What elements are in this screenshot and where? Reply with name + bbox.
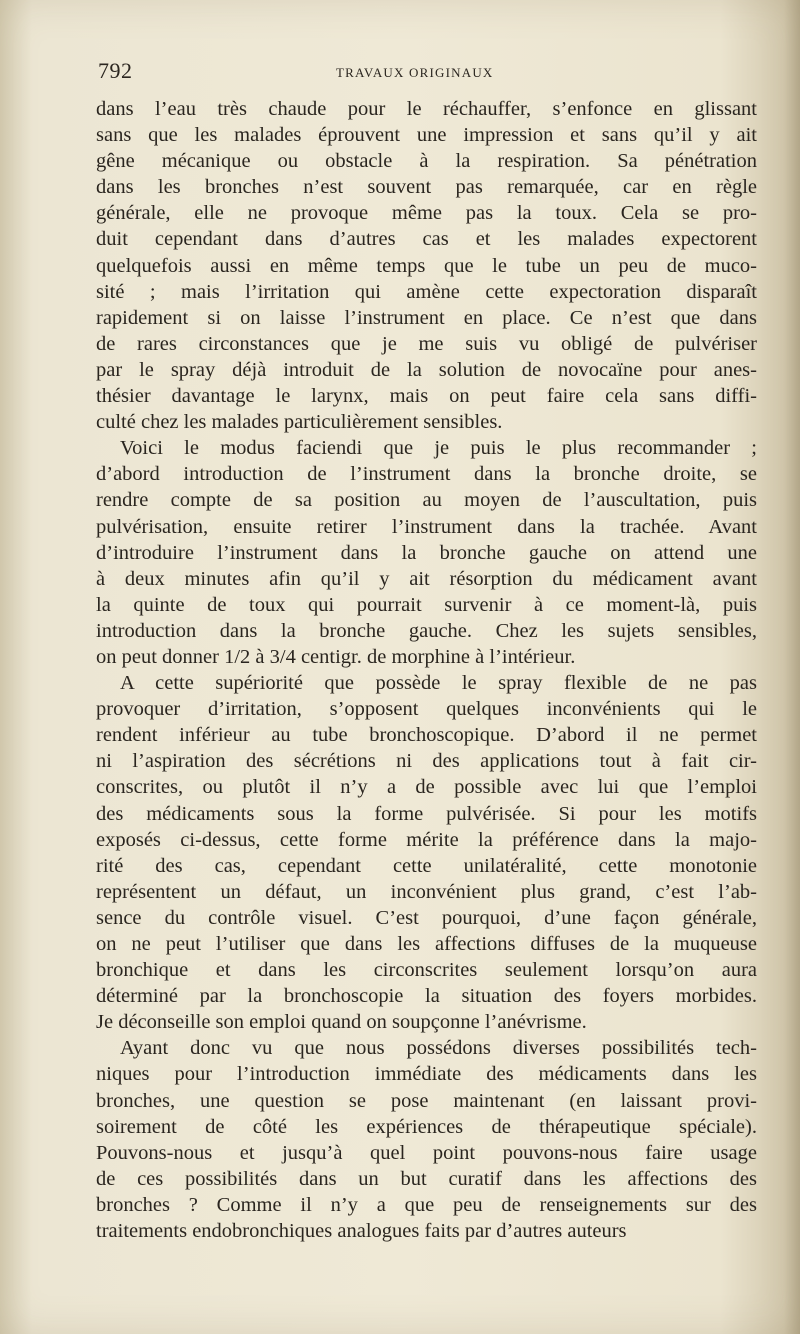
text-line: d’introduire l’instrument dans la bronche gauche on attend une: [96, 541, 757, 564]
text-line: bronches ? Comme il n’y a que peu de renseignements sur des: [96, 1193, 757, 1216]
text-line: introduction dans la bronche gauche. Chez les sujets sensibles,: [96, 619, 757, 642]
text-line: exposés ci-dessus, cette forme mérite la préférence dans la majo-: [96, 828, 757, 851]
text-line: gêne mécanique ou obstacle à la respiration. Sa pénétration: [96, 150, 757, 173]
body-text: [96, 96, 757, 1244]
text-line: on peut donner 1/2 à 3/4 centigr. de morphine à l’intérieur.: [96, 645, 576, 668]
page-header: [98, 58, 770, 88]
text-line: de rares circonstances que je me suis vu obligé de pulvériser: [96, 332, 757, 355]
paragraph: [96, 1035, 757, 1244]
text-line: générale, elle ne provoque même pas la toux. Cela se pro-: [96, 202, 757, 225]
paragraph: [96, 670, 757, 1035]
text-line: bronches, une question se pose maintenant (en laissant provi-: [96, 1089, 757, 1112]
text-line: dans l’eau très chaude pour le réchauffer, s’enfonce en glissant: [96, 98, 757, 120]
text-line: déterminé par la bronchoscopie la situation des foyers morbides.: [96, 985, 757, 1008]
text-line: sence du contrôle visuel. C’est pourquoi, d’une façon générale,: [96, 906, 757, 929]
text-line: soirement de côté les expériences de thérapeutique spéciale).: [96, 1115, 757, 1138]
text-line: la quinte de toux qui pourrait survenir à ce moment-là, puis: [96, 593, 757, 616]
text-line: rendre compte de sa position au moyen de l’auscultation, puis: [96, 489, 757, 512]
text-line: rapidement si on laisse l’instrument en place. Ce n’est que dans: [96, 306, 757, 329]
text-line: on ne peut l’utiliser que dans les affections diffuses de la muqueuse: [96, 933, 757, 955]
text-line: Je déconseille son emploi quand on soupçonne l’anévrisme.: [96, 1011, 587, 1034]
text-line: traitements endobronchiques analogues faits par d’autres auteurs: [96, 1220, 627, 1243]
text-line: ni l’aspiration des sécrétions ni des applications tout à fait cir-: [96, 750, 757, 773]
text-line: Ayant donc vu que nous possédons diverses possibilités tech-: [120, 1037, 757, 1060]
text-line: quelquefois aussi en même temps que le tube un peu de muco-: [96, 254, 757, 277]
running-head: TRAVAUX ORIGINAUX: [336, 65, 494, 80]
text-line: à deux minutes afin qu’il y ait résorption du médicament avant: [96, 567, 757, 590]
text-line: Voici le modus faciendi que je puis le plus recommander ;: [120, 437, 757, 460]
paragraph: [96, 96, 757, 435]
text-line: A cette supériorité que possède le spray flexible de ne pas: [120, 672, 757, 695]
text-line: rité des cas, cependant cette unilatéralité, cette monotonie: [96, 854, 757, 877]
text-line: thésier davantage le larynx, mais on peut faire cela sans diffi-: [96, 385, 757, 408]
text-line: représentent un défaut, un inconvénient plus grand, c’est l’ab-: [96, 880, 757, 903]
page-number: 792: [98, 58, 133, 83]
text-line: des médicaments sous la forme pulvérisée. Si pour les motifs: [96, 802, 757, 825]
text-line: Pouvons-nous et jusqu’à quel point pouvons-nous faire usage: [96, 1141, 757, 1164]
text-line: d’abord introduction de l’instrument dans la bronche droite, se: [96, 463, 757, 486]
text-line: duit cependant dans d’autres cas et les malades expectorent: [96, 228, 757, 251]
text-line: niques pour l’introduction immédiate des médicaments dans les: [96, 1063, 757, 1086]
text-line: conscrites, ou plutôt il n’y a de possible avec lui que l’emploi: [96, 776, 757, 799]
text-line: sans que les malades éprouvent une impression et sans qu’il y ait: [96, 124, 757, 147]
text-line: de ces possibilités dans un but curatif dans les affections des: [96, 1167, 757, 1190]
text-line: rendent inférieur au tube bronchoscopique. D’abord il ne permet: [96, 724, 757, 747]
text-line: par le spray déjà introduit de la solution de novocaïne pour anes-: [96, 358, 757, 381]
text-line: dans les bronches n’est souvent pas remarquée, car en règle: [96, 176, 757, 199]
text-line: bronchique et dans les circonscrites seulement lorsqu’on aura: [96, 959, 757, 982]
text-line: pulvérisation, ensuite retirer l’instrument dans la trachée. Avant: [96, 515, 757, 538]
text-line: culté chez les malades particulièrement sensibles.: [96, 411, 503, 434]
paragraph: [96, 435, 757, 670]
text-line: sité ; mais l’irritation qui amène cette expectoration disparaît: [96, 280, 757, 303]
text-line: provoquer d’irritation, s’opposent quelques inconvénients qui le: [96, 698, 757, 721]
